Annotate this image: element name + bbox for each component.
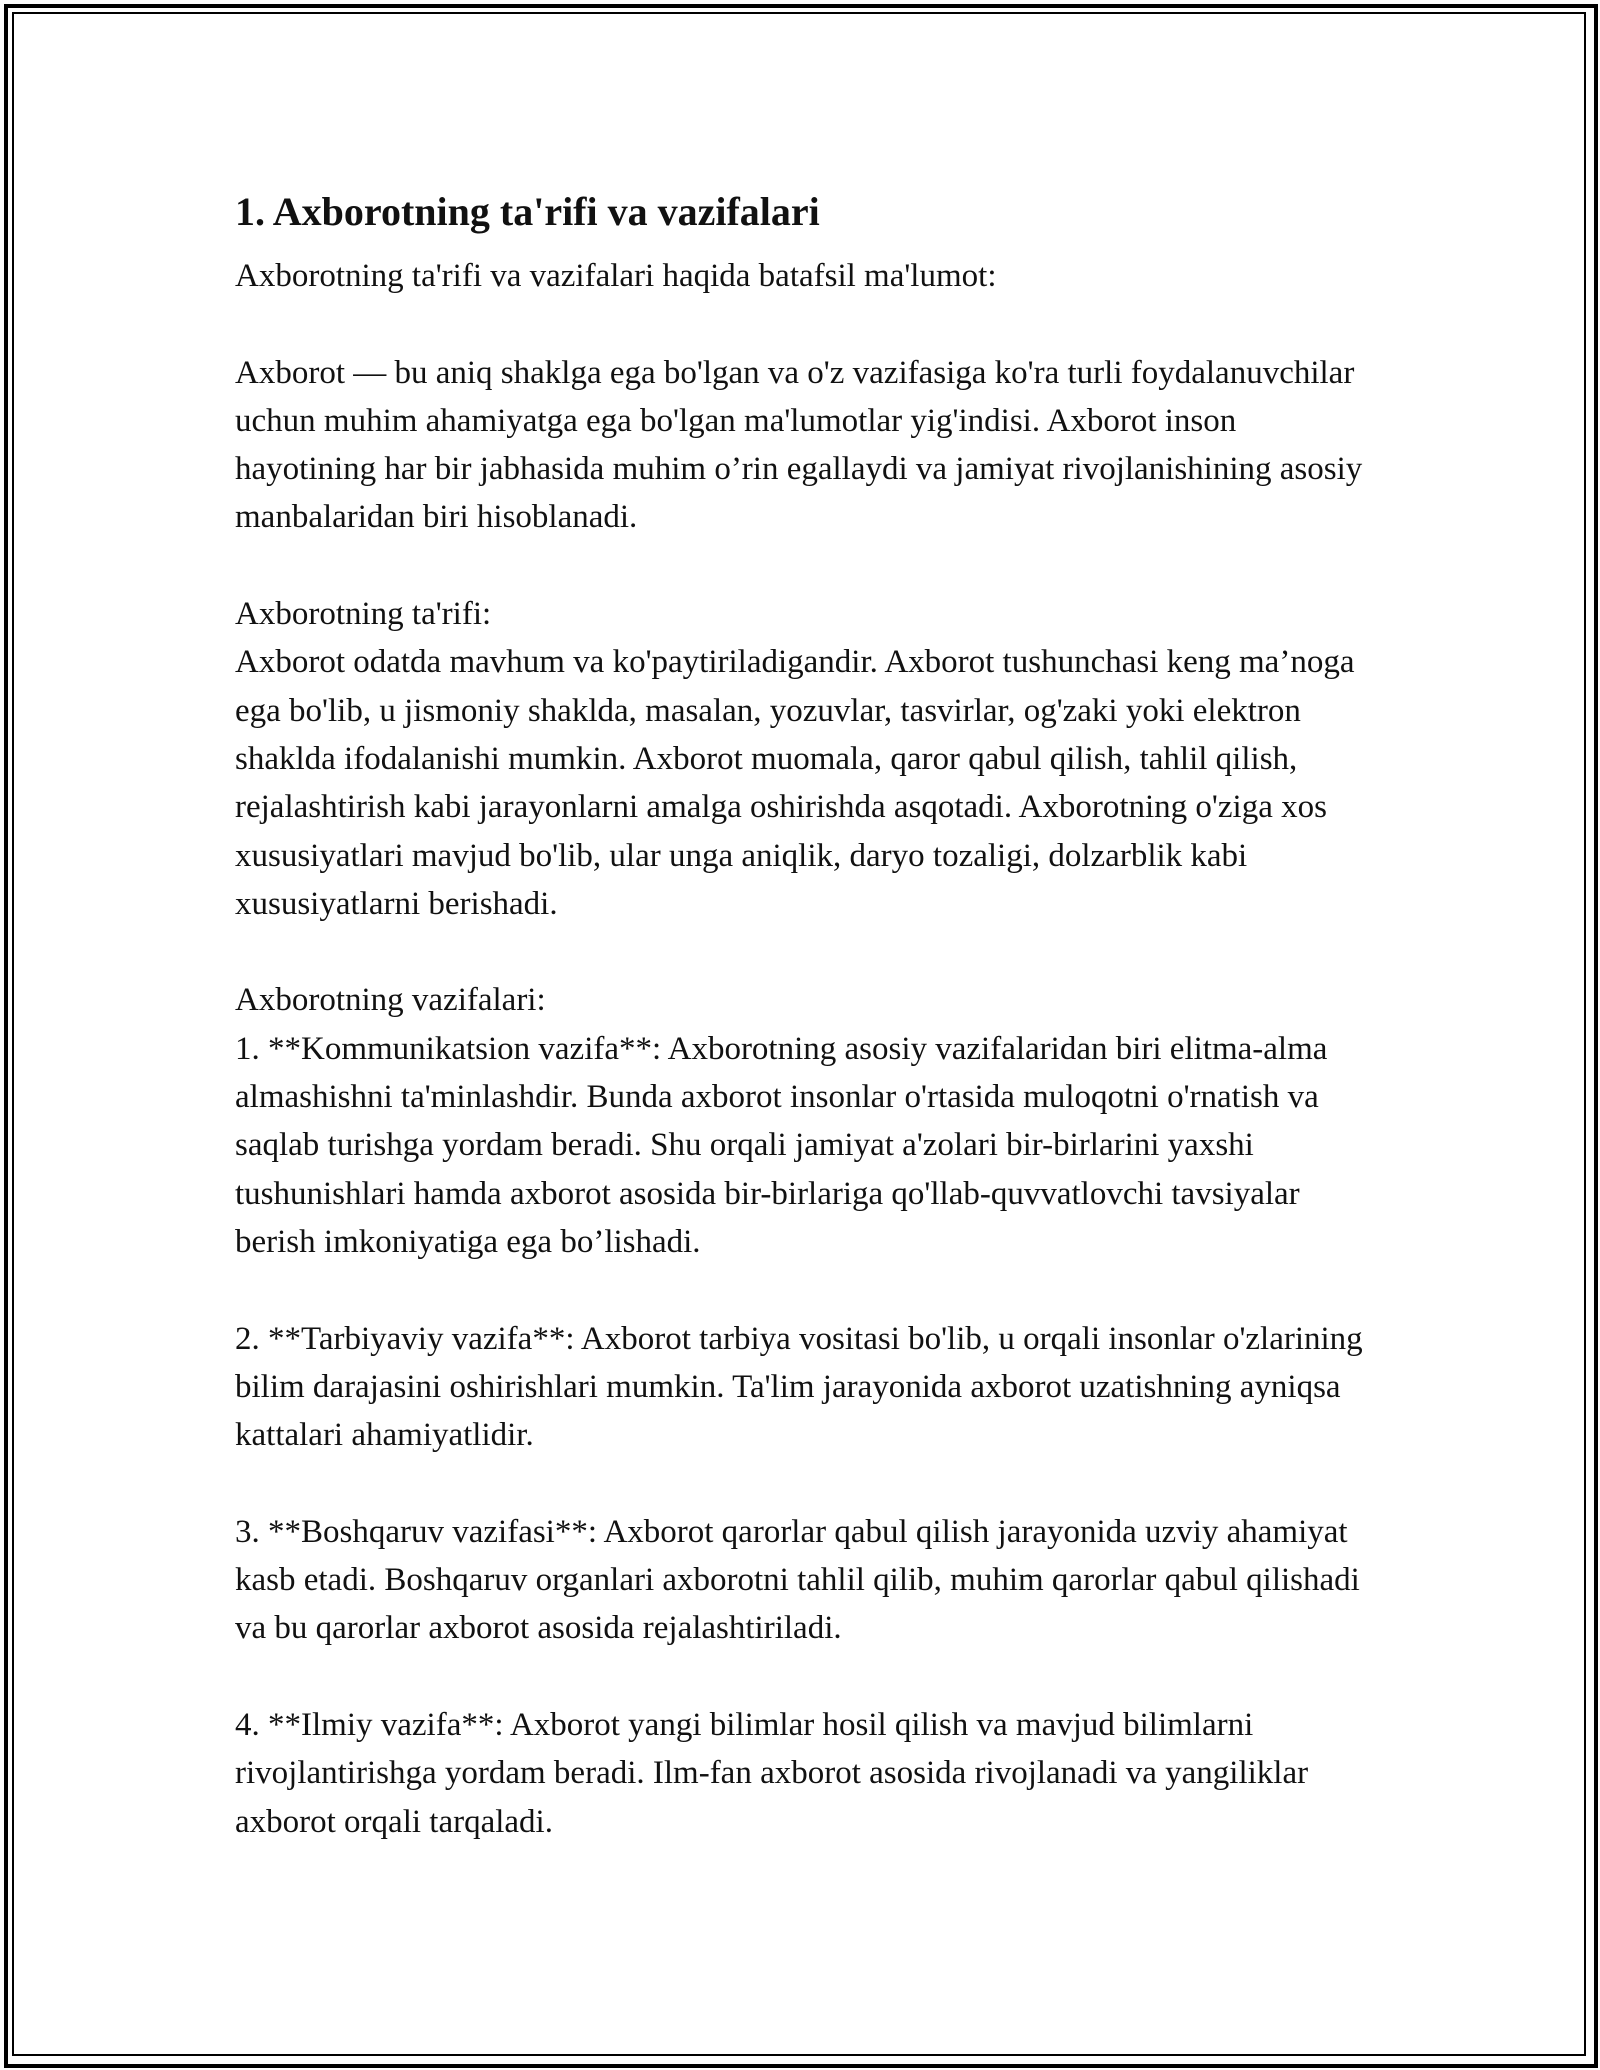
definition-paragraph: Axborot — bu aniq shaklga ega bo'lgan va o'z vazifasiga ko'ra turli foydalanuvchilar uchun muhim ahamiyatga ega bo'lgan ma'lumotlar yig'indisi. Axborot inson hayotining har bir jabhasida muhim o’rin egallaydi va jamiyat rivojlanishining asosiy manbalaridan biri hisoblanadi. — [235, 354, 1363, 536]
list-item-4: 4. **Ilmiy vazifa**: Axborot yangi bilimlar hosil qilish va mavjud bilimlarni rivojlantirishga yordam beradi. Ilm-fan axborot asosida rivojlanadi va yangiliklar axborot orqali tarqaladi. — [235, 1706, 1309, 1840]
document-heading: 1. Axborotning ta'rifi va vazifalari — [235, 189, 820, 234]
spacer — [235, 1266, 1365, 1314]
section-title-tarifi: Axborotning ta'rifi: — [235, 596, 492, 633]
intro-paragraph: Axborotning ta'rifi va vazifalari haqida batafsil ma'lumot: — [235, 258, 997, 294]
document-body — [235, 184, 1365, 1846]
tarifi-paragraph: Axborot odatda mavhum va ko'paytiriladigandir. Axborot tushunchasi keng ma’noga ega bo'lib, u jismoniy shaklda, masalan, yozuvlar, tasvirlar, og'zaki yoki elektron shaklda ifodalanishi mumkin. Axborot muomala, qaror qabul qilish, tahlil qilish, rejalashtirish kabi jarayonlarni amalga oshirishda asqotadi. Axborotning o'ziga xos xususiyatlari mavjud bo'lib, ular unga aniqlik, daryo tozaligi, dolzarblik kabi xususiyatlarni berishadi. — [235, 644, 1355, 922]
spacer — [235, 1459, 1365, 1507]
spacer — [235, 928, 1365, 976]
list-item-3: 3. **Boshqaruv vazifasi**: Axborot qarorlar qabul qilish jarayonida uzviy ahamiyat kasb etadi. Boshqaruv organlari axborotni tahlil qilib, muhim qarorlar qabul qilishadi va bu qarorlar axborot asosida rejalashtiriladi. — [235, 1513, 1360, 1647]
spacer — [235, 1653, 1365, 1701]
spacer — [235, 240, 1365, 252]
section-title-vazifalari: Axborotning vazifalari: — [235, 982, 546, 1019]
list-item-1: 1. **Kommunikatsion vazifa**: Axborotning asosiy vazifalaridan biri elitma-alma almashishni ta'minlashdir. Bunda axborot insonlar o'rtasida muloqotni o'rnatish va saqlab turishga yordam beradi. Shu orqali jamiyat a'zolari bir-birlarini yaxshi tushunishlari hamda axborot asosida bir-birlariga qo'llab-quvvatlovchi tavsiyalar berish imkoniyatiga ega bo’lishadi. — [235, 1030, 1328, 1260]
spacer — [235, 542, 1365, 590]
list-item-2: 2. **Tarbiyaviy vazifa**: Axborot tarbiya vositasi bo'lib, u orqali insonlar o'zlarining bilim darajasini oshirishlari mumkin. Ta'lim jarayonida axborot uzatishning ayniqsa kattalari ahamiyatlidir. — [235, 1320, 1363, 1454]
spacer — [235, 300, 1365, 348]
